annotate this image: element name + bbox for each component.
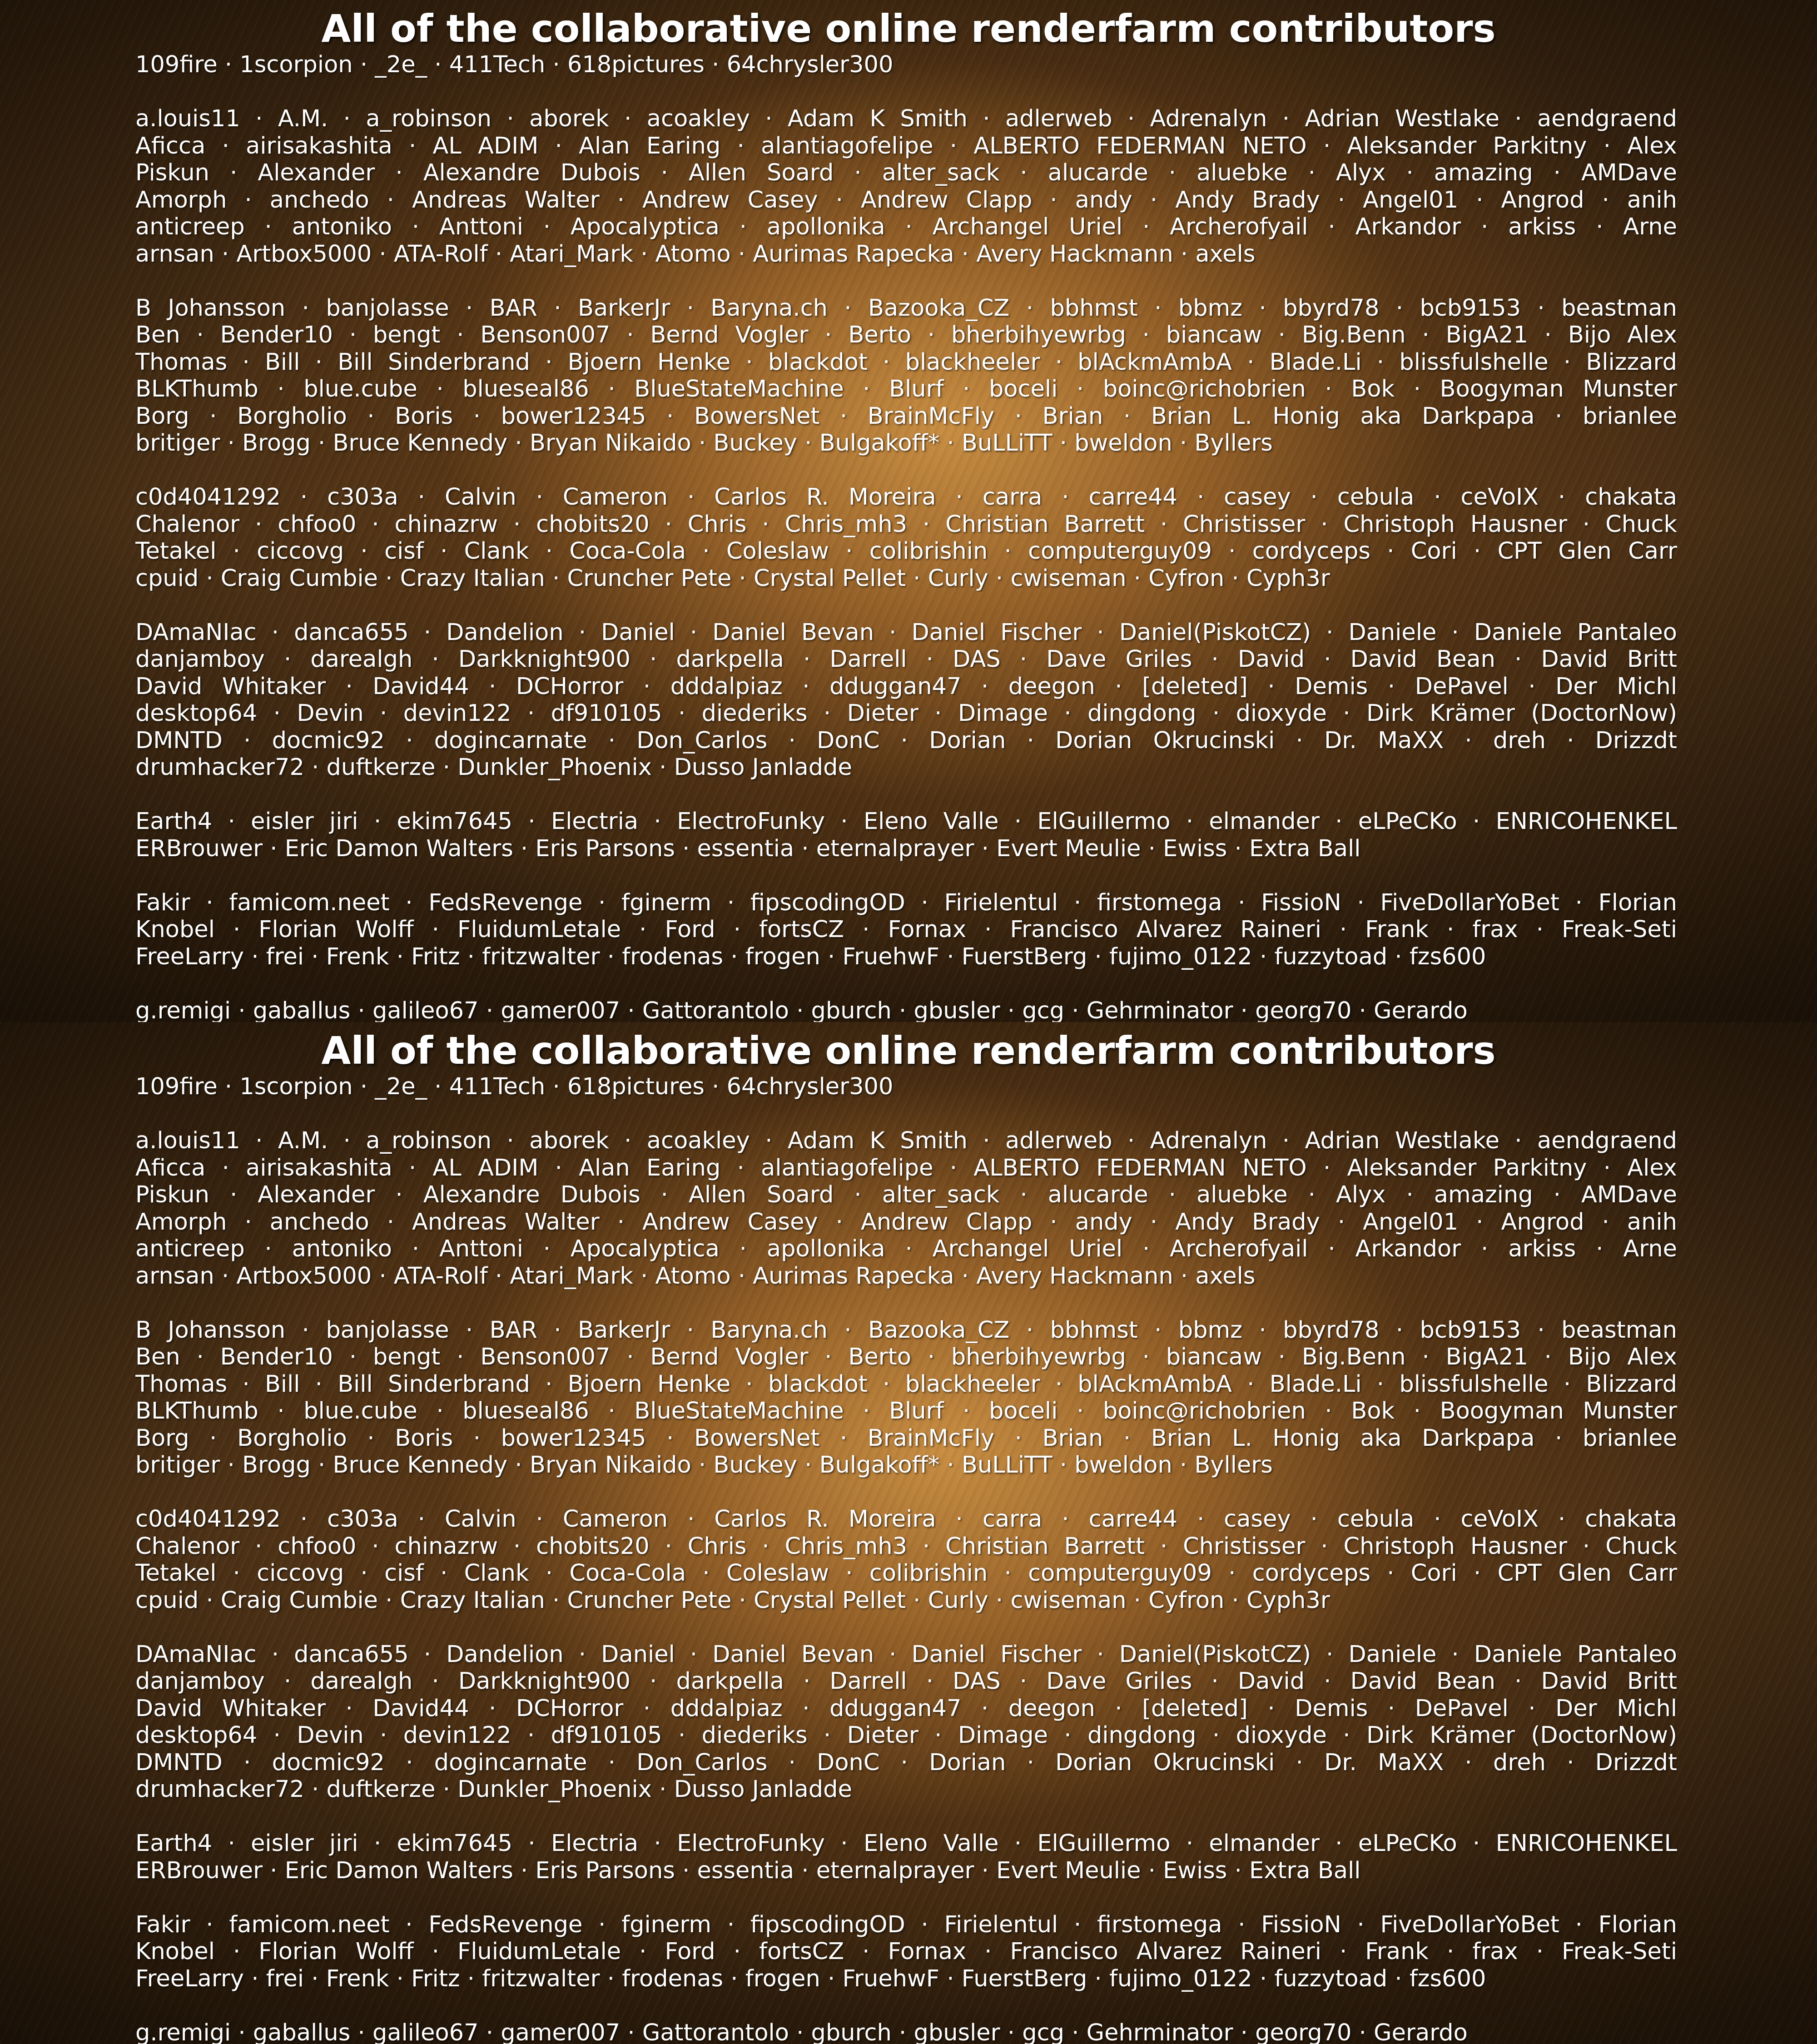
contributor-line: anticreep · antoniko · Anttoni · Apocalyptica · apollonika · Archangel Uriel · Archerofyail · Arkandor · arkiss · Arne — [135, 1235, 1677, 1263]
contributor-line: Amorph · anchedo · Andreas Walter · Andrew Casey · Andrew Clapp · andy · Andy Brady · Angel01 · Angrod · anih — [135, 1209, 1677, 1236]
contributor-line: anticreep · antoniko · Anttoni · Apocalyptica · apollonika · Archangel Uriel · Archerofyail · Arkandor · arkiss · Arne — [135, 213, 1677, 241]
contributor-line: BLKThumb · blue.cube · blueseal86 · BlueStateMachine · Blurf · boceli · boinc@richobrien · Bok · Boogyman Munster — [135, 376, 1677, 403]
contributor-line: Borg · Borgholio · Boris · bower12345 · BowersNet · BrainMcFly · Brian · Brian L. Honig aka Darkpapa · brianlee — [135, 1425, 1677, 1452]
contributor-line: Tetakel · ciccovg · cisf · Clank · Coca-Cola · Coleslaw · colibrishin · computerguy09 · cordyceps · Cori · CPT Glen Carr — [135, 1560, 1677, 1587]
contributor-line: c0d4041292 · c303a · Calvin · Cameron · Carlos R. Moreira · carra · carre44 · casey · cebula · ceVoIX · chakata — [135, 484, 1677, 511]
contributor-line: cpuid · Craig Cumbie · Crazy Italian · Cruncher Pete · Crystal Pellet · Curly · cwiseman · Cyfron · Cyph3r — [135, 1587, 1677, 1614]
contributor-line: g.remigi · gaballus · galileo67 · gamer007 · Gattorantolo · gburch · gbusler · gcg · Gehrminator · georg70 · Gerardo — [135, 2019, 1677, 2044]
contributor-line: a.louis11 · A.M. · a_robinson · aborek · acoakley · Adam K Smith · adlerweb · Adrenalyn · Adrian Westlake · aendgraend — [135, 1127, 1677, 1155]
contributor-line: Knobel · Florian Wolff · FluidumLetale · Ford · fortsCZ · Fornax · Francisco Alvarez Raineri · Frank · frax · Freak-Seti — [135, 1938, 1677, 1965]
contributor-line: Thomas · Bill · Bill Sinderbrand · Bjoern Henke · blackdot · blackheeler · blAckmAmbA · Blade.Li · blissfulshelle · Blizzard — [135, 1371, 1677, 1398]
contributor-line: Thomas · Bill · Bill Sinderbrand · Bjoern Henke · blackdot · blackheeler · blAckmAmbA · Blade.Li · blissfulshelle · Blizzard — [135, 349, 1677, 376]
contributor-line: Chalenor · chfoo0 · chinazrw · chobits20 · Chris · Chris_mh3 · Christian Barrett · Christisser · Christoph Hausner · Chuck — [135, 1533, 1677, 1560]
contributor-line: Aficca · airisakashita · AL ADIM · Alan Earing · alantiagofelipe · ALBERTO FEDERMAN NETO · Aleksander Parkitny · Alex — [135, 133, 1677, 160]
page-title: All of the collaborative online renderfarm contributors — [0, 4, 1817, 54]
contributor-line: Borg · Borgholio · Boris · bower12345 · BowersNet · BrainMcFly · Brian · Brian L. Honig aka Darkpapa · brianlee — [135, 403, 1677, 430]
contributor-line: ERBrouwer · Eric Damon Walters · Eris Parsons · essentia · eternalprayer · Evert Meulie · Ewiss · Extra Ball — [135, 835, 1677, 863]
contributor-line: FreeLarry · frei · Frenk · Fritz · fritzwalter · frodenas · frogen · FruehwF · FuerstBerg · fujimo_0122 · fuzzytoad · fzs600 — [135, 943, 1677, 971]
contributor-line: danjamboy · darealgh · Darkknight900 · darkpella · Darrell · DAS · Dave Griles · David · David Bean · David Britt — [135, 646, 1677, 673]
contributor-line: cpuid · Craig Cumbie · Crazy Italian · Cruncher Pete · Crystal Pellet · Curly · cwiseman · Cyfron · Cyph3r — [135, 565, 1677, 592]
contributor-line: Tetakel · ciccovg · cisf · Clank · Coca-Cola · Coleslaw · colibrishin · computerguy09 · cordyceps · Cori · CPT Glen Carr — [135, 538, 1677, 565]
contributor-line: desktop64 · Devin · devin122 · df910105 · diederiks · Dieter · Dimage · dingdong · dioxyde · Dirk Krämer (DoctorNow) — [135, 1722, 1677, 1749]
contributor-line: Fakir · famicom.neet · FedsRevenge · fginerm · fipscodingOD · Firielentul · firstomega · FissioN · FiveDollarYoBet · Florian — [135, 889, 1677, 917]
contributor-line: Chalenor · chfoo0 · chinazrw · chobits20 · Chris · Chris_mh3 · Christian Barrett · Christisser · Christoph Hausner · Chuck — [135, 511, 1677, 538]
contributor-line: Knobel · Florian Wolff · FluidumLetale · Ford · fortsCZ · Fornax · Francisco Alvarez Raineri · Frank · frax · Freak-Seti — [135, 916, 1677, 943]
contributor-line: Fakir · famicom.neet · FedsRevenge · fginerm · fipscodingOD · Firielentul · firstomega · FissioN · FiveDollarYoBet · Florian — [135, 1911, 1677, 1939]
page-title: All of the collaborative online renderfarm contributors — [0, 1026, 1817, 1076]
contributor-line: c0d4041292 · c303a · Calvin · Cameron · Carlos R. Moreira · carra · carre44 · casey · cebula · ceVoIX · chakata — [135, 1506, 1677, 1533]
contributor-line: Piskun · Alexander · Alexandre Dubois · Allen Soard · alter_sack · alucarde · aluebke · Alyx · amazing · AMDave — [135, 1181, 1677, 1209]
contributor-line: a.louis11 · A.M. · a_robinson · aborek · acoakley · Adam K Smith · adlerweb · Adrenalyn · Adrian Westlake · aendgraend — [135, 105, 1677, 133]
contributor-line: DAmaNIac · danca655 · Dandelion · Daniel · Daniel Bevan · Daniel Fischer · Daniel(PiskotCZ) · Daniele · Daniele Pantaleo — [135, 1641, 1677, 1668]
contributor-line: David Whitaker · David44 · DCHorror · dddalpiaz · dduggan47 · deegon · [deleted] · Demis · DePavel · Der Michl — [135, 1695, 1677, 1722]
contributor-line: desktop64 · Devin · devin122 · df910105 · diederiks · Dieter · Dimage · dingdong · dioxyde · Dirk Krämer (DoctorNow) — [135, 700, 1677, 727]
contributor-line: ERBrouwer · Eric Damon Walters · Eris Parsons · essentia · eternalprayer · Evert Meulie · Ewiss · Extra Ball — [135, 1857, 1677, 1885]
contributor-line: g.remigi · gaballus · galileo67 · gamer007 · Gattorantolo · gburch · gbusler · gcg · Gehrminator · georg70 · Gerardo — [135, 997, 1677, 1022]
contributor-line: drumhacker72 · duftkerze · Dunkler_Phoenix · Dusso Janladde — [135, 754, 1677, 781]
contributor-line: Earth4 · eisler jiri · ekim7645 · Electria · ElectroFunky · Eleno Valle · ElGuillermo · elmander · eLPeCKo · ENRICOHENKEL — [135, 1830, 1677, 1857]
contributor-line: arnsan · Artbox5000 · ATA-Rolf · Atari_Mark · Atomo · Aurimas Rapecka · Avery Hackmann · axels — [135, 241, 1677, 268]
contributor-line: B Johansson · banjolasse · BAR · BarkerJr · Baryna.ch · Bazooka_CZ · bbhmst · bbmz · bbyrd78 · bcb9153 · beastman — [135, 1317, 1677, 1344]
contributor-line: Amorph · anchedo · Andreas Walter · Andrew Casey · Andrew Clapp · andy · Andy Brady · Angel01 · Angrod · anih — [135, 187, 1677, 214]
contributor-line: arnsan · Artbox5000 · ATA-Rolf · Atari_Mark · Atomo · Aurimas Rapecka · Avery Hackmann · axels — [135, 1263, 1677, 1290]
contributor-line: danjamboy · darealgh · Darkknight900 · darkpella · Darrell · DAS · Dave Griles · David · David Bean · David Britt — [135, 1668, 1677, 1695]
contributor-line: Piskun · Alexander · Alexandre Dubois · Allen Soard · alter_sack · alucarde · aluebke · Alyx · amazing · AMDave — [135, 159, 1677, 187]
contributor-line: DMNTD · docmic92 · dogincarnate · Don_Carlos · DonC · Dorian · Dorian Okrucinski · Dr. MaXX · dreh · Drizzdt — [135, 727, 1677, 754]
contributor-line: 109fire · 1scorpion · _2e_ · 411Tech · 618pictures · 64chrysler300 — [135, 1073, 1677, 1101]
contributor-line: Ben · Bender10 · bengt · Benson007 · Bernd Vogler · Berto · bherbihyewrbg · biancaw · Big.Benn · BigA21 · Bijo Alex — [135, 322, 1677, 349]
contributor-line: Aficca · airisakashita · AL ADIM · Alan Earing · alantiagofelipe · ALBERTO FEDERMAN NETO · Aleksander Parkitny · Alex — [135, 1155, 1677, 1182]
contributor-line: David Whitaker · David44 · DCHorror · dddalpiaz · dduggan47 · deegon · [deleted] · Demis · DePavel · Der Michl — [135, 673, 1677, 700]
contributor-line: FreeLarry · frei · Frenk · Fritz · fritzwalter · frodenas · frogen · FruehwF · FuerstBerg · fujimo_0122 · fuzzytoad · fzs600 — [135, 1965, 1677, 1993]
contributor-line: DMNTD · docmic92 · dogincarnate · Don_Carlos · DonC · Dorian · Dorian Okrucinski · Dr. MaXX · dreh · Drizzdt — [135, 1749, 1677, 1776]
contributor-line: Ben · Bender10 · bengt · Benson007 · Bernd Vogler · Berto · bherbihyewrbg · biancaw · Big.Benn · BigA21 · Bijo Alex — [135, 1344, 1677, 1371]
contributor-line: drumhacker72 · duftkerze · Dunkler_Phoenix · Dusso Janladde — [135, 1776, 1677, 1803]
contributor-line: britiger · Brogg · Bruce Kennedy · Bryan Nikaido · Buckey · Bulgakoff* · BuLLiTT · bweldon · Byllers — [135, 430, 1677, 457]
contributor-line: BLKThumb · blue.cube · blueseal86 · BlueStateMachine · Blurf · boceli · boinc@richobrien · Bok · Boogyman Munster — [135, 1398, 1677, 1425]
contributor-line: 109fire · 1scorpion · _2e_ · 411Tech · 618pictures · 64chrysler300 — [135, 51, 1677, 79]
contributor-line: B Johansson · banjolasse · BAR · BarkerJr · Baryna.ch · Bazooka_CZ · bbhmst · bbmz · bbyrd78 · bcb9153 · beastman — [135, 295, 1677, 322]
contributor-line: Earth4 · eisler jiri · ekim7645 · Electria · ElectroFunky · Eleno Valle · ElGuillermo · elmander · eLPeCKo · ENRICOHENKEL — [135, 808, 1677, 835]
contributor-line: DAmaNIac · danca655 · Dandelion · Daniel · Daniel Bevan · Daniel Fischer · Daniel(PiskotCZ) · Daniele · Daniele Pantaleo — [135, 619, 1677, 646]
contributor-line: britiger · Brogg · Bruce Kennedy · Bryan Nikaido · Buckey · Bulgakoff* · BuLLiTT · bweldon · Byllers — [135, 1452, 1677, 1479]
